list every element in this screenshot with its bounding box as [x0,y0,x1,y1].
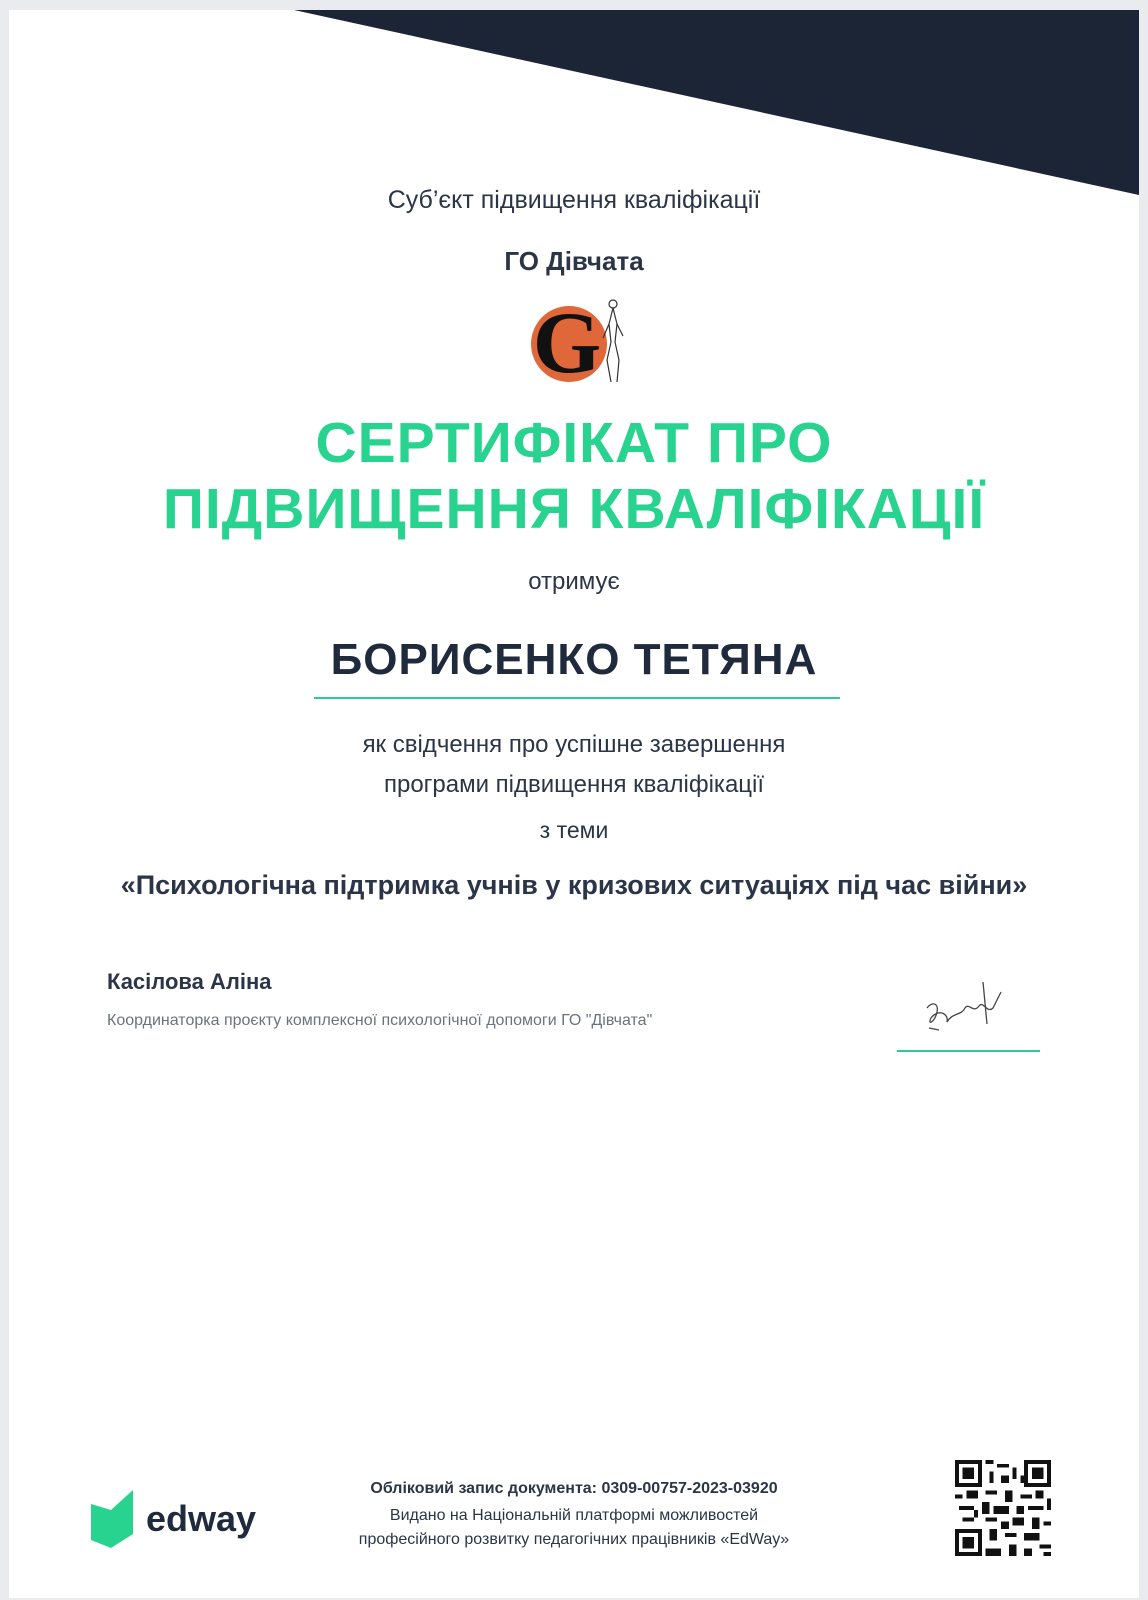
signer-role: Координаторка проєкту комплексної психологічної допомоги ГО "Дівчата" [107,1012,653,1029]
issued-note [289,1504,859,1552]
desc-line-2: програми підвищення кваліфікації [383,771,765,798]
edway-logo [91,1490,281,1550]
recipient-name: БОРИСЕНКО ТЕТЯНА [330,635,818,684]
issuer-name: ГО Дівчата [504,246,644,276]
corner-decoration [9,10,1139,210]
go-divchata-logo-icon [519,294,629,386]
certificate-page [9,10,1139,1598]
topic-title: «Психологічна підтримка учнів у кризових ситуаціях під час війни» [120,870,1028,900]
record-number: 0309-00757-2023-03920 [601,1480,778,1497]
issued-line-2: професійного розвитку педагогічних працівників «EdWay» [358,1531,790,1548]
signer-name: Касілова Аліна [107,969,272,994]
document-record [289,1480,859,1498]
edway-wordmark: edway [146,1498,257,1539]
signature-line [897,1050,1040,1052]
logo-letter: G [532,295,602,386]
certificate-title [9,410,1139,542]
record-label: Обліковий запис документа: [370,1480,598,1497]
title-line-2: ПІДВИЩЕННЯ КВАЛІФІКАЦІЇ [162,477,986,541]
completion-description [9,725,1139,805]
edway-logo-icon [91,1490,133,1548]
desc-line-1: як свідчення про успішне завершення [362,731,786,758]
topic-label: з теми [539,817,609,843]
qr-code-icon [955,1460,1051,1556]
signature-icon [909,978,1019,1048]
title-line-1: СЕРТИФІКАТ ПРО [315,411,833,475]
recipient-underline [314,697,840,699]
receives-label: отримує [528,568,620,595]
issued-line-1: Видано на Національній платформі можливостей [389,1507,759,1524]
issuer-label: Суб’єкт підвищення кваліфікації [387,186,761,214]
